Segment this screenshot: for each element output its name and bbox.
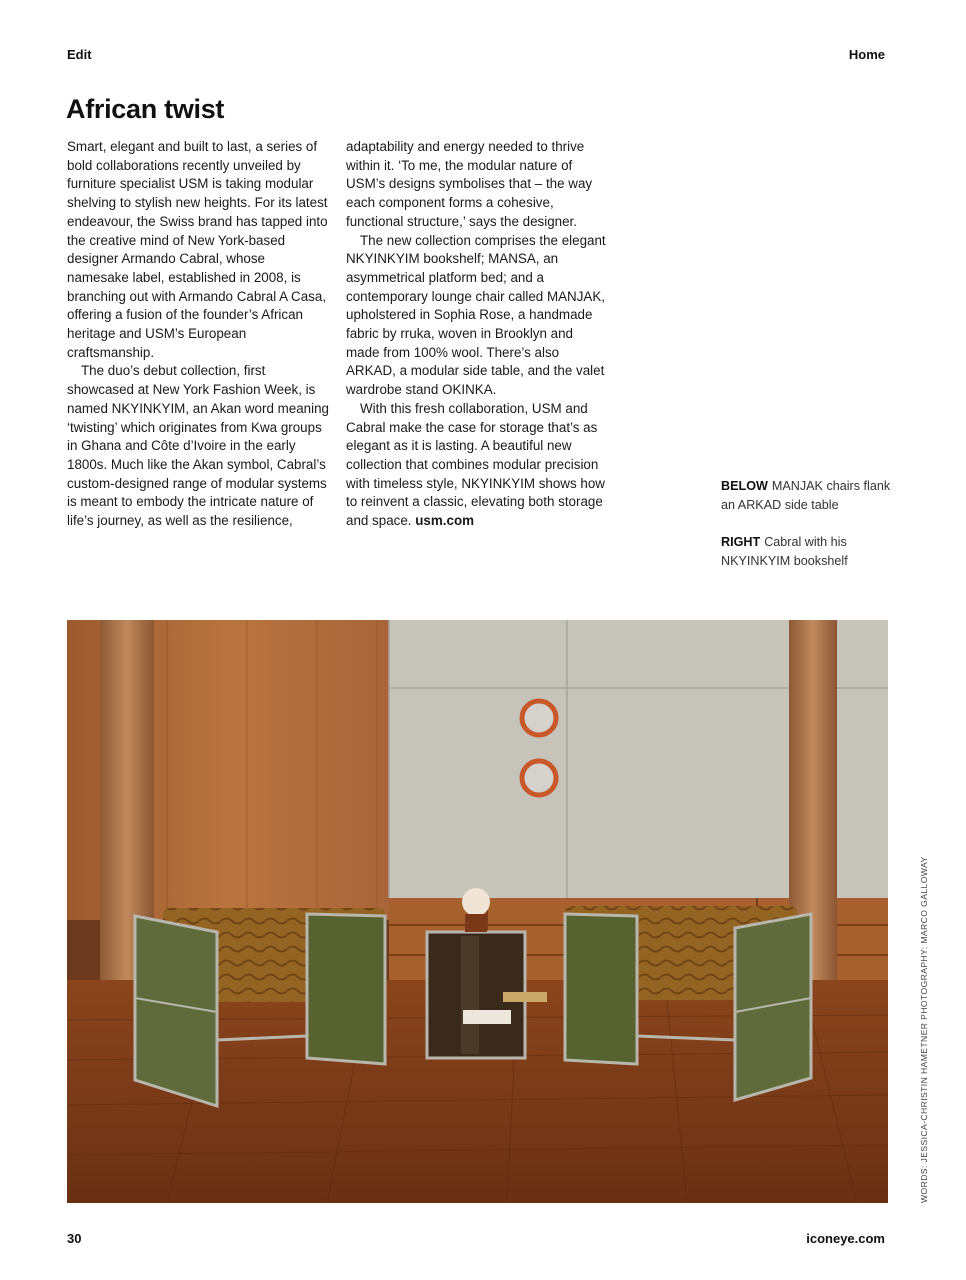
caption-right [721, 533, 891, 570]
porthole-lower [522, 761, 556, 795]
home-link[interactable]: Home [848, 47, 885, 62]
caption-label: BELOW [721, 479, 768, 493]
paragraph: Smart, elegant and built to last, a series of bold collaborations recently unveiled by furniture specialist USM is taking modular shelving to stylish new heights. For its latest endeavour, the Swiss brand has tapped into the creative mind of New York-based designer Armando Cabral, whose namesake label, established in 2008, is branching out with Armando Cabral A Casa, offering a fusion of the founder’s African heritage and USM’s European craftsmanship. [67, 139, 328, 360]
paragraph: The duo’s debut collection, first showcased at New York Fashion Week, is named NKYINKYIM, an Akan word meaning ‘twisting’ which originates from Kwa groups in Ghana and Côte d’Ivoire in the early 1800s. Much like the Akan symbol, Cabral’s custom-designed range of modular systems is meant to embody the intricate nature of life’s journey, as well as the resilience, [67, 363, 329, 529]
website-footer-link[interactable]: iconeye.com [806, 1231, 885, 1246]
paragraph: The new collection comprises the elegant NKYINKYIM bookshelf; MANSA, an asymmetrical platform bed; and a contemporary lounge chair called MANJAK, upholstered in Sophia Rose, a handmade fabric by rruka, woven in Brooklyn and made from 100% wool. There’s also ARKAD, a modular side table, and the valet wardrobe stand OKINKA. [346, 232, 606, 398]
paragraph-text: With this fresh collaboration, USM and Cabral make the case for storage that’s as elegant as it is lasting. A beautiful new collection that combines modular precision with timeless style, NKYINKYIM shows how to reinvent a classic, elevating both storage and space. [346, 400, 605, 529]
photo-credit: WORDS: JESSICA-CHRISTIN HAMETNER PHOTOGRAPHY: MARCO GALLOWAY [919, 856, 929, 1203]
article-column-1 [67, 138, 329, 531]
paragraph: adaptability and energy needed to thrive within it. ‘To me, the modular nature of USM’s designs symbolises that – the way each component forms a cohesive, functional structure,’ says the designer. [346, 139, 593, 229]
section-label: Edit [67, 47, 92, 62]
paragraph [346, 400, 608, 531]
caption-label: RIGHT [721, 535, 761, 549]
page-number: 30 [67, 1231, 82, 1246]
caption-below [721, 477, 891, 514]
caption-text: Cabral with his NKYINKYIM bookshelf [721, 535, 848, 568]
porthole-upper [522, 701, 556, 735]
interior-photo [67, 620, 888, 1203]
caption-text: MANJAK chairs flank an ARKAD side table [721, 479, 891, 512]
website-link[interactable]: usm.com [415, 513, 475, 529]
article-title: African twist [66, 94, 225, 124]
article-column-2 [346, 138, 608, 531]
